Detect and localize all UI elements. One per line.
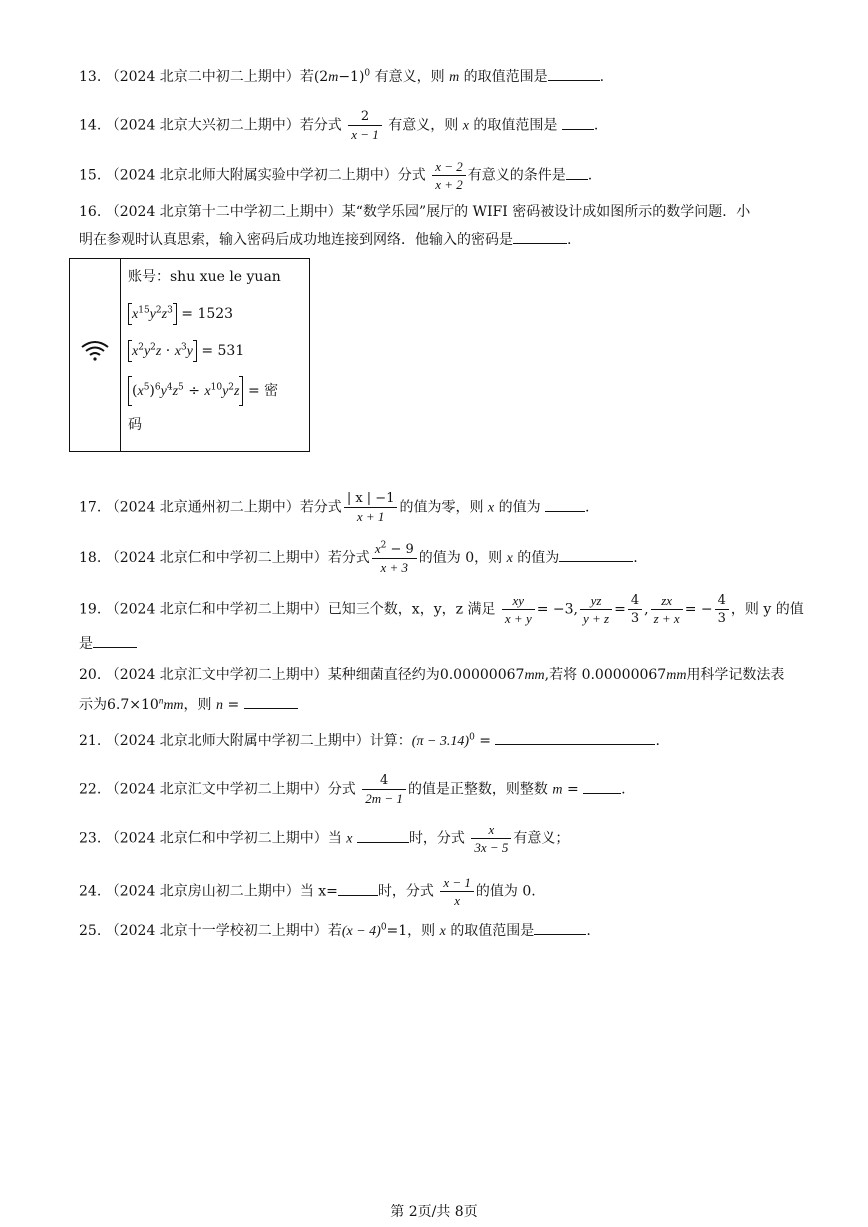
var: z xyxy=(172,384,179,399)
var: m xyxy=(328,70,339,85)
var: x xyxy=(487,500,495,516)
question-text: ，则 xyxy=(183,697,212,713)
answer-blank[interactable] xyxy=(548,66,600,81)
question-source: （2024 北京仁和中学初二上期中） xyxy=(105,830,328,847)
question-text: 若分式 xyxy=(327,550,370,566)
var: x xyxy=(204,384,211,399)
expr: −1) xyxy=(338,69,365,85)
answer-blank[interactable] xyxy=(495,730,655,745)
punct: . xyxy=(621,781,626,798)
question-number: 20. xyxy=(79,667,102,683)
var: z xyxy=(161,307,168,322)
question-17 xyxy=(79,490,808,525)
equals-value: = 1523 xyxy=(181,306,234,322)
question-text: 若 xyxy=(327,923,342,939)
expr: (x − 4) xyxy=(341,924,381,939)
answer-blank[interactable] xyxy=(357,828,409,843)
equation-part: = − xyxy=(684,601,713,618)
bracket-right xyxy=(239,376,243,406)
expr: (2 xyxy=(313,69,329,85)
question-23 xyxy=(79,821,808,856)
question-source: （2024 北京通州初二上期中） xyxy=(105,499,300,516)
bracket-right xyxy=(173,303,177,325)
question-text: 某“数学乐园”展厅的 WIFI 密码被设计成如图所示的数学问题．小 xyxy=(341,204,751,220)
denominator: x xyxy=(440,891,474,909)
question-source: （2024 北京北师大附属中学初二上期中） xyxy=(105,733,370,749)
question-text: 若分式 xyxy=(299,117,342,134)
numerator: 4 xyxy=(379,773,389,788)
var: y xyxy=(186,344,193,359)
exponent: 4 xyxy=(166,382,173,393)
question-text: 用科学记数法表 xyxy=(686,667,785,683)
question-16 xyxy=(79,201,808,223)
question-text: 的取值范围是 xyxy=(450,923,535,939)
punct: . xyxy=(633,550,638,566)
question-25 xyxy=(79,920,808,943)
question-18 xyxy=(79,540,808,576)
wifi-content xyxy=(128,265,281,450)
question-number: 19. xyxy=(79,601,102,618)
question-text: =1，则 xyxy=(386,923,436,939)
value: 0.00000067 xyxy=(581,667,667,683)
wifi-icon-cell xyxy=(70,259,121,451)
var: x xyxy=(174,344,181,359)
question-text: 若分式 xyxy=(299,499,342,516)
denominator: x − 1 xyxy=(348,125,382,143)
question-text: 的值为 xyxy=(498,499,541,516)
question-text: 有意义； xyxy=(513,830,570,847)
unit: mm xyxy=(524,668,545,683)
exponent: 15 xyxy=(138,305,150,316)
answer-blank[interactable] xyxy=(338,881,378,896)
question-number: 17. xyxy=(79,499,102,516)
exponent: 3 xyxy=(167,305,173,316)
question-text: 已知三个数，x，y，z 满足 xyxy=(327,601,496,618)
denominator: x + 1 xyxy=(344,507,398,525)
expr: − 9 xyxy=(386,542,414,557)
exponent: 10 xyxy=(210,382,223,393)
fraction xyxy=(628,592,642,627)
question-number: 24. xyxy=(79,883,102,900)
fraction xyxy=(432,158,466,193)
unit: mm xyxy=(163,698,184,713)
question-number: 18. xyxy=(79,550,102,566)
denominator: 3 xyxy=(628,609,642,627)
fraction xyxy=(440,874,474,909)
bracket-left xyxy=(128,376,132,406)
answer-blank[interactable] xyxy=(566,165,588,180)
question-number: 25. xyxy=(79,923,102,939)
punct: . xyxy=(655,733,660,749)
var: y xyxy=(149,307,156,322)
punct: . xyxy=(585,499,590,516)
exponent: n xyxy=(158,695,164,706)
numerator: 4 xyxy=(717,593,726,608)
question-source: （2024 北京仁和中学初二上期中） xyxy=(105,550,328,566)
question-number: 14. xyxy=(79,117,102,134)
wifi-account: 账号：shu xue le yuan xyxy=(128,269,281,285)
question-number: 13. xyxy=(79,69,102,85)
var: y xyxy=(222,384,229,399)
value: 6.7×10 xyxy=(107,697,159,713)
question-text: 分式 xyxy=(327,781,356,798)
question-text: 的值为 0. xyxy=(475,883,536,900)
question-text: 分式 xyxy=(397,167,426,184)
equals-value: = 密 xyxy=(247,383,279,399)
punct: . xyxy=(567,232,572,248)
punct: . xyxy=(593,117,599,134)
exponent: 5 xyxy=(143,382,150,393)
question-number: 16. xyxy=(79,204,102,220)
exponent: 0 xyxy=(380,922,387,933)
question-text: 有意义，则 xyxy=(388,117,459,134)
question-text: 时，分式 xyxy=(408,830,465,847)
answer-blank[interactable] xyxy=(545,497,585,512)
var: x xyxy=(506,551,513,566)
question-16-line2 xyxy=(79,229,808,251)
question-24 xyxy=(79,874,808,909)
fraction xyxy=(471,821,511,856)
question-20 xyxy=(79,664,808,687)
var: m xyxy=(552,782,563,798)
question-text: 示为 xyxy=(79,697,107,713)
numerator: 2 xyxy=(360,109,370,124)
fraction xyxy=(715,592,729,627)
denominator: y + z xyxy=(580,609,612,627)
question-19 xyxy=(79,592,808,627)
answer-blank[interactable] xyxy=(513,229,567,244)
numerator: yz xyxy=(590,593,602,608)
punct: . xyxy=(599,69,605,85)
question-14 xyxy=(79,108,808,143)
question-number: 22. xyxy=(79,781,102,798)
question-text: ，则 y 的值 xyxy=(730,601,804,618)
bracket-right xyxy=(193,340,197,362)
question-number: 21. xyxy=(79,733,102,749)
denominator: 2m − 1 xyxy=(362,789,406,807)
question-source: （2024 北京二中初二上期中） xyxy=(105,69,300,85)
fraction xyxy=(372,540,417,576)
var: z xyxy=(155,344,162,359)
exponent: 0 xyxy=(469,732,475,743)
denominator: 3 xyxy=(715,609,729,627)
denominator: 3x − 5 xyxy=(471,838,511,856)
numerator: x xyxy=(488,822,495,837)
equation-part: = xyxy=(614,601,626,618)
denominator: x + y xyxy=(502,609,535,627)
question-text: 若 xyxy=(299,69,314,85)
exponent: 2 xyxy=(380,540,387,551)
question-text: 的取值范围是 xyxy=(463,69,548,85)
exponent: 5 xyxy=(178,382,184,393)
exponent: 2 xyxy=(155,305,162,316)
question-source: （2024 北京汇文中学初二上期中） xyxy=(105,667,328,683)
fraction xyxy=(502,592,535,627)
numerator: xy xyxy=(512,593,525,608)
question-text: 的值为 xyxy=(517,550,560,566)
answer-blank[interactable] xyxy=(244,694,298,709)
question-text: 是 xyxy=(79,636,93,652)
equation-part: = −3, xyxy=(536,601,578,618)
question-text: 当 x= xyxy=(299,883,338,900)
exponent: 2 xyxy=(228,382,235,393)
wifi-icon xyxy=(80,339,110,361)
numerator: x − 1 xyxy=(443,875,471,890)
punct: . xyxy=(587,167,593,184)
question-number: 23. xyxy=(79,830,102,847)
page-footer: 第 2页/共 8页 xyxy=(390,1204,478,1220)
fraction xyxy=(651,592,683,627)
question-text: 计算： xyxy=(369,733,412,749)
question-text: 的取值范围是 xyxy=(473,117,558,134)
answer-blank[interactable] xyxy=(559,547,633,562)
question-source: （2024 北京十一学校初二上期中） xyxy=(105,923,328,939)
answer-blank[interactable] xyxy=(534,920,586,935)
question-source: （2024 北京北师大附属实验中学初二上期中） xyxy=(105,167,398,184)
question-source: （2024 北京大兴初二上期中） xyxy=(105,117,300,134)
question-19-line2 xyxy=(79,633,808,655)
wifi-password-figure xyxy=(69,258,310,452)
fraction xyxy=(344,490,398,525)
fraction xyxy=(362,772,406,807)
answer-blank[interactable] xyxy=(583,779,621,794)
var: x xyxy=(137,384,144,399)
var: x xyxy=(374,541,381,556)
numerator: | x | −1 xyxy=(346,491,395,506)
exponent: 0 xyxy=(364,68,371,79)
question-source: （2024 北京第十二中学初二上期中） xyxy=(105,204,342,220)
exponent: 3 xyxy=(180,342,187,353)
question-text: 的值为 0，则 xyxy=(418,550,503,566)
denominator: x + 3 xyxy=(372,558,417,576)
numerator xyxy=(372,540,417,558)
question-20-line2 xyxy=(79,694,808,717)
operator: ÷ xyxy=(183,383,205,399)
question-source: （2024 北京仁和中学初二上期中） xyxy=(105,601,328,618)
var: x xyxy=(462,118,469,134)
punct: , xyxy=(644,601,649,618)
question-text: ,若将 xyxy=(544,667,578,683)
question-source: （2024 北京汇文中学初二上期中） xyxy=(105,781,328,798)
var: x xyxy=(132,307,139,322)
equals: = xyxy=(566,781,579,798)
answer-blank[interactable] xyxy=(562,115,594,130)
punct: . xyxy=(586,923,591,939)
question-text: 的值为零，则 xyxy=(399,499,484,516)
fraction xyxy=(348,108,382,143)
var: x xyxy=(346,831,353,847)
exponent: 6 xyxy=(154,382,161,393)
wifi-line-4: 码 xyxy=(128,417,142,433)
equals: = xyxy=(227,697,240,713)
question-15 xyxy=(79,158,808,193)
expr: (π − 3.14) xyxy=(411,734,470,749)
question-text: 某种细菌直径约为 xyxy=(327,667,440,683)
var: y xyxy=(160,384,167,399)
question-text: 有意义的条件是 xyxy=(467,167,566,184)
question-number: 15. xyxy=(79,167,102,184)
wifi-line-1 xyxy=(128,302,281,339)
var: n xyxy=(216,698,223,713)
fraction xyxy=(580,592,612,627)
equals: = xyxy=(479,733,492,749)
numerator: zx xyxy=(661,593,673,608)
wifi-line-2 xyxy=(128,339,281,376)
exponent: 2 xyxy=(138,342,144,353)
question-13 xyxy=(79,66,808,89)
numerator: 4 xyxy=(630,593,640,608)
equals-value: = 531 xyxy=(201,343,245,359)
question-text: 的值是正整数，则整数 xyxy=(407,781,548,798)
denominator: z + x xyxy=(651,609,683,627)
var: x xyxy=(439,924,446,939)
question-text: 明在参观时认真思索，输入密码后成功地连接到网络．他输入的密码是 xyxy=(79,232,513,248)
question-22 xyxy=(79,772,808,807)
value: 0.00000067 xyxy=(439,667,525,683)
unit: mm xyxy=(666,668,687,683)
numerator: x − 2 xyxy=(435,159,463,174)
question-source: （2024 北京房山初二上期中） xyxy=(105,883,300,900)
var: z xyxy=(234,384,240,399)
var: y xyxy=(143,344,151,359)
denominator: x + 2 xyxy=(432,175,466,193)
var: m xyxy=(449,70,460,85)
question-21 xyxy=(79,730,808,753)
answer-blank[interactable] xyxy=(93,633,137,648)
question-text: 当 xyxy=(327,830,342,847)
var: x xyxy=(132,344,139,359)
question-text: 有意义，则 xyxy=(374,69,445,85)
wifi-line-3: $(x^5)^6y^4z^5 \div x^{10}y^2z$ = 密 xyxy=(128,376,281,413)
question-text: 时，分式 xyxy=(377,883,434,900)
operator: · xyxy=(161,343,175,359)
exponent: 2 xyxy=(150,342,156,353)
